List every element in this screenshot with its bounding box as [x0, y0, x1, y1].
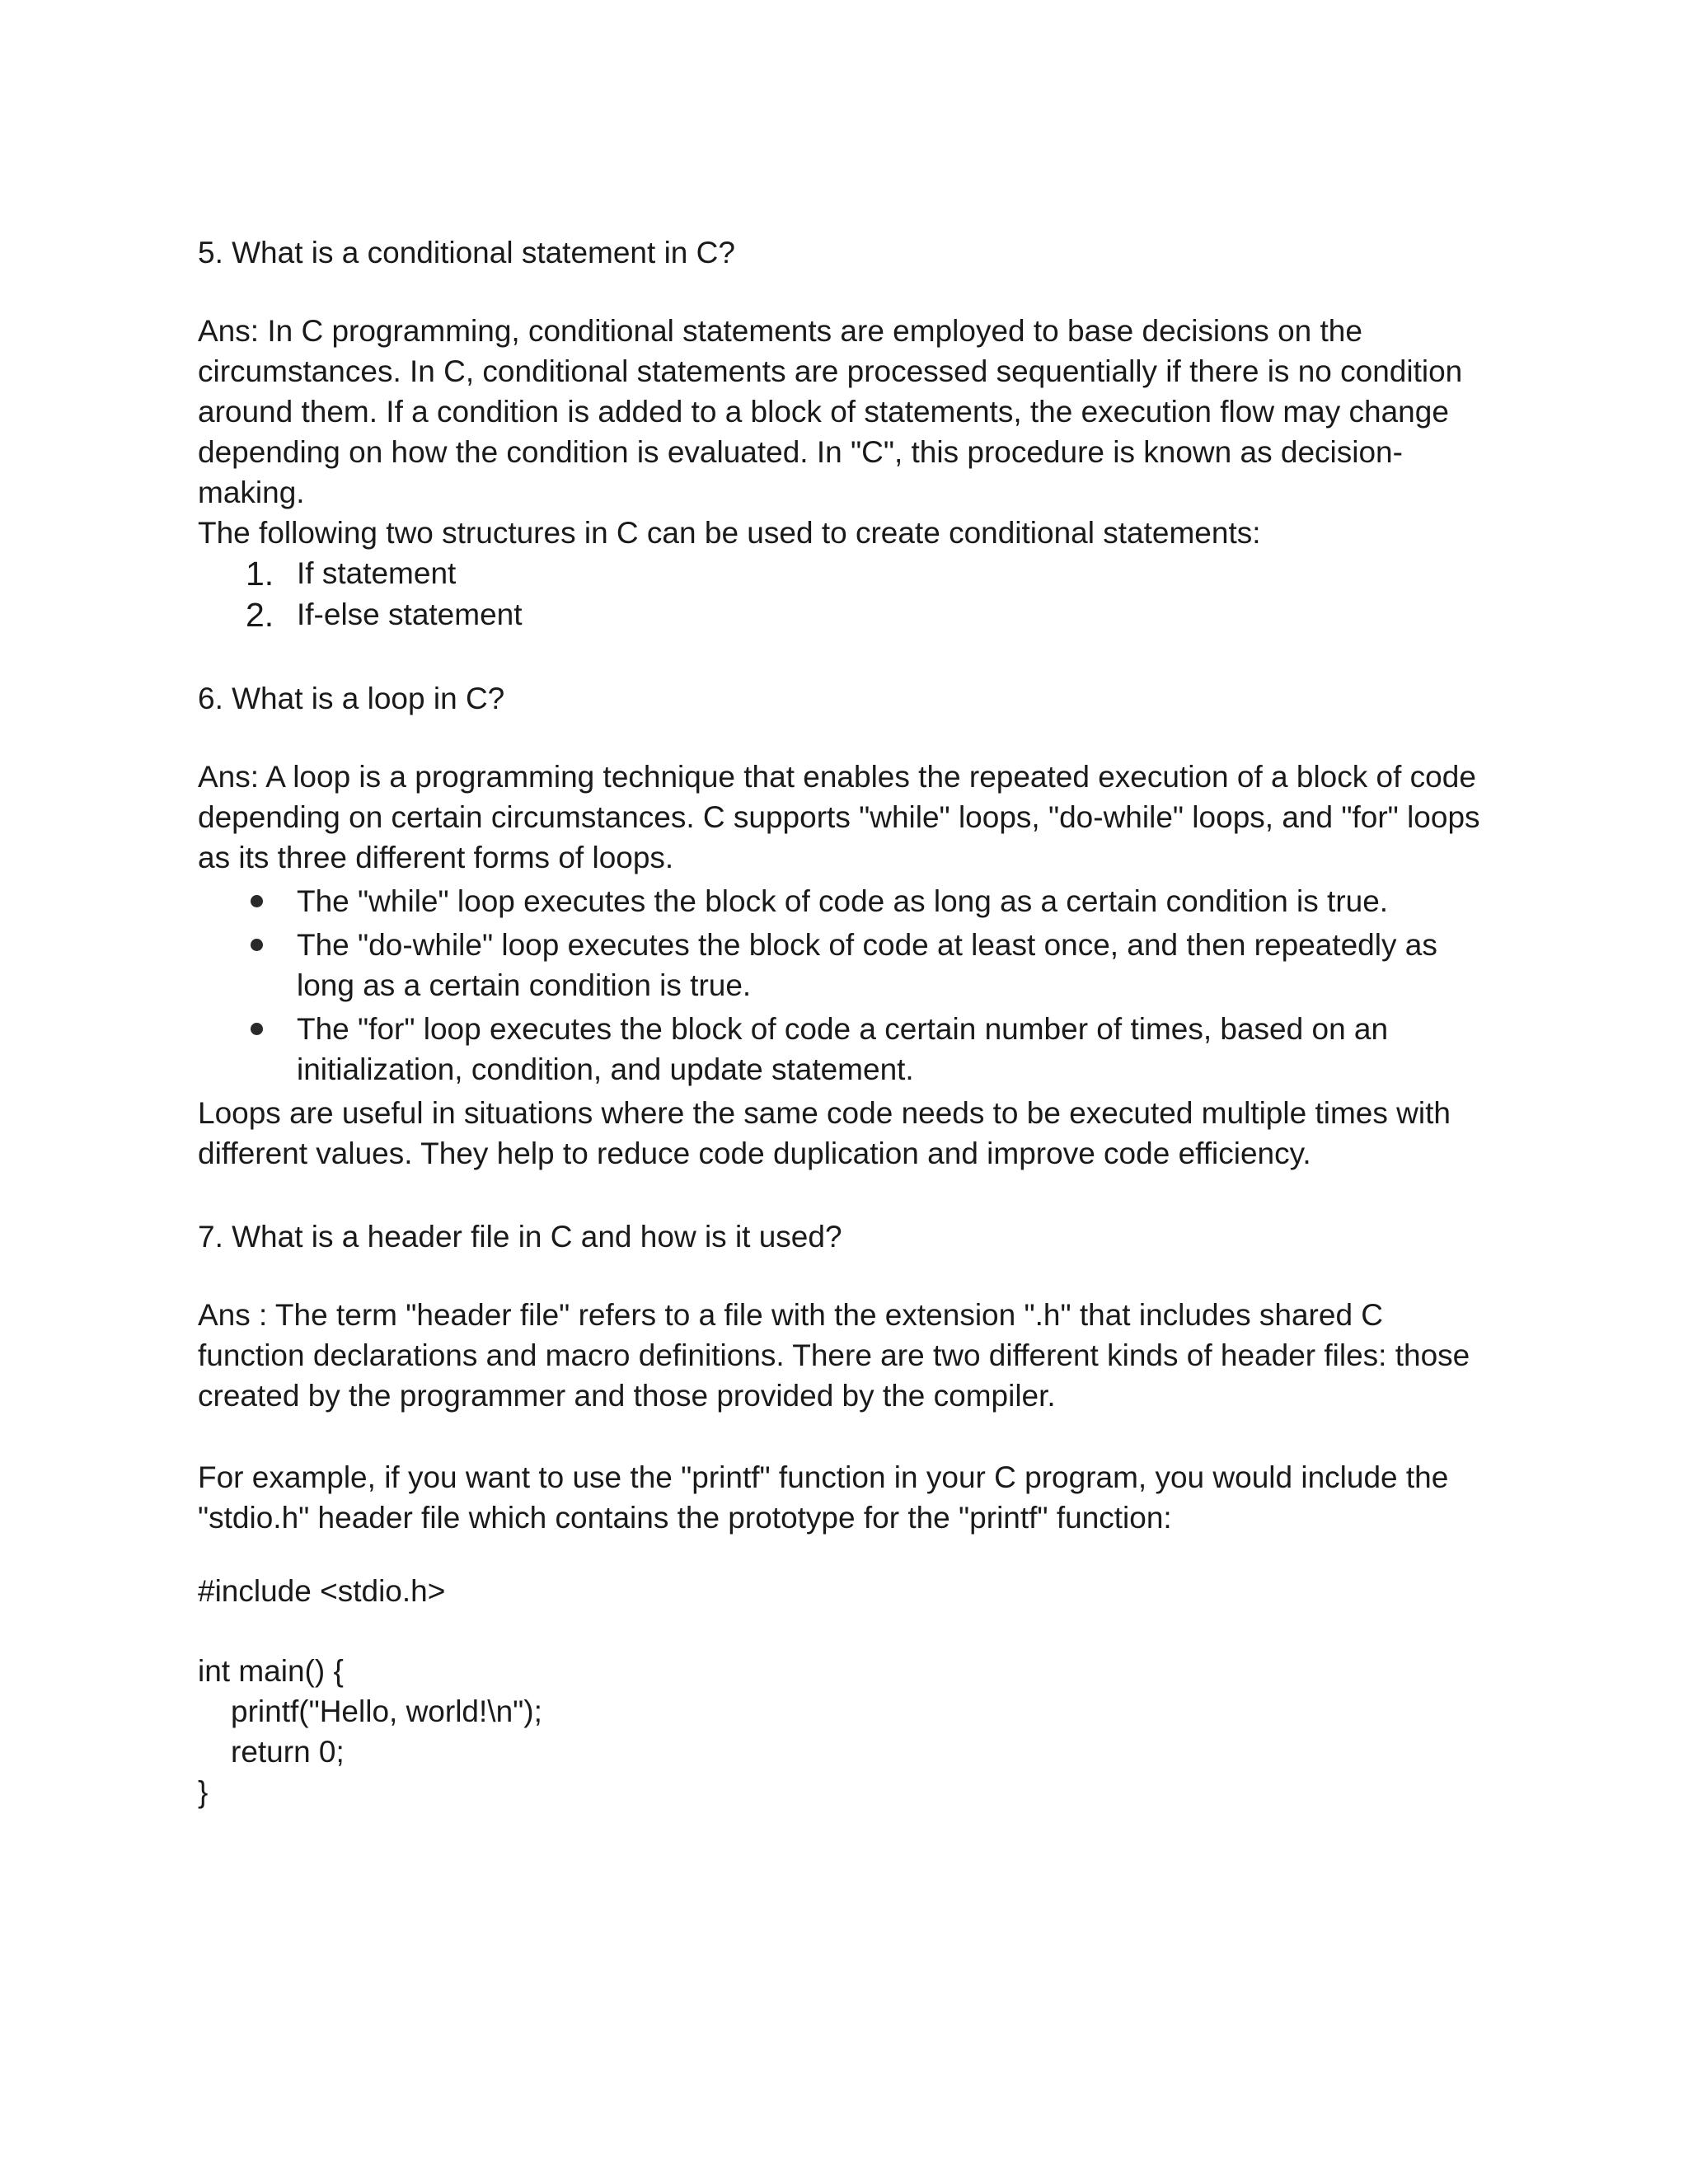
question-6-answer: Ans: A loop is a programming technique that enables the repeated execution of a block of code depending on certain circumstances. C supports "while" loops, "do-while" loops, and "for" loops as its three different forms of loops.: [198, 760, 1480, 874]
code-main-line: int main() {: [198, 1654, 344, 1688]
list-item-text: If statement: [297, 556, 457, 590]
code-close-brace: }: [198, 1775, 209, 1809]
code-printf-line: printf("Hello, world!\n");: [231, 1694, 542, 1728]
list-item: [198, 925, 1484, 1005]
list-item-text: If-else statement: [297, 598, 523, 631]
question-5-heading: 5. What is a conditional statement in C?: [198, 236, 735, 269]
list-number: 2.: [246, 596, 274, 634]
list-item: [198, 881, 1484, 921]
loop-types-list: [198, 881, 1484, 1090]
code-include-line: #include <stdio.h>: [198, 1574, 446, 1608]
question-7-heading: 7. What is a header file in C and how is it used?: [198, 1220, 842, 1254]
question-7-answer: Ans : The term "header file" refers to a file with the extension ".h" that includes shared C function declarations and macro definitions. There are two different kinds of header files: those created by the programmer and those provided by the compiler.: [198, 1298, 1470, 1413]
list-item: [198, 1009, 1484, 1090]
question-6-closing: Loops are useful in situations where the same code needs to be executed multiple times with different values. They help to reduce code duplication and improve code efficiency.: [198, 1096, 1451, 1170]
question-5-intro: The following two structures in C can be used to create conditional statements:: [198, 516, 1261, 550]
bullet-icon: [251, 895, 263, 907]
question-5-answer: Ans: In C programming, conditional statements are employed to base decisions on the circumstances. In C, conditional statements are processed sequentially if there is no condition around them. If a condition is added to a block of statements, the execution flow may change depending on how the condition is evaluated. In "C", this procedure is known as decision-making.: [198, 314, 1463, 509]
conditional-structures-list: [198, 553, 1484, 635]
list-item: [198, 553, 1484, 594]
list-item-text: The "for" loop executes the block of code a certain number of times, based on an initialization, condition, and update statement.: [297, 1012, 1389, 1086]
code-example: [198, 1571, 1484, 1812]
question-7-example: For example, if you want to use the "printf" function in your C program, you would include the "stdio.h" header file which contains the prototype for the "printf" function:: [198, 1460, 1449, 1535]
list-item: [198, 594, 1484, 635]
bullet-icon: [251, 1023, 263, 1035]
list-item-text: The "while" loop executes the block of code as long as a certain condition is true.: [297, 884, 1389, 918]
bullet-icon: [251, 939, 263, 951]
list-item-text: The "do-while" loop executes the block of code at least once, and then repeatedly as long as a certain condition is true.: [297, 928, 1437, 1002]
list-number: 1.: [246, 555, 274, 593]
document-page: [198, 232, 1484, 1812]
code-return-line: return 0;: [231, 1735, 345, 1769]
question-6-heading: 6. What is a loop in C?: [198, 682, 505, 715]
